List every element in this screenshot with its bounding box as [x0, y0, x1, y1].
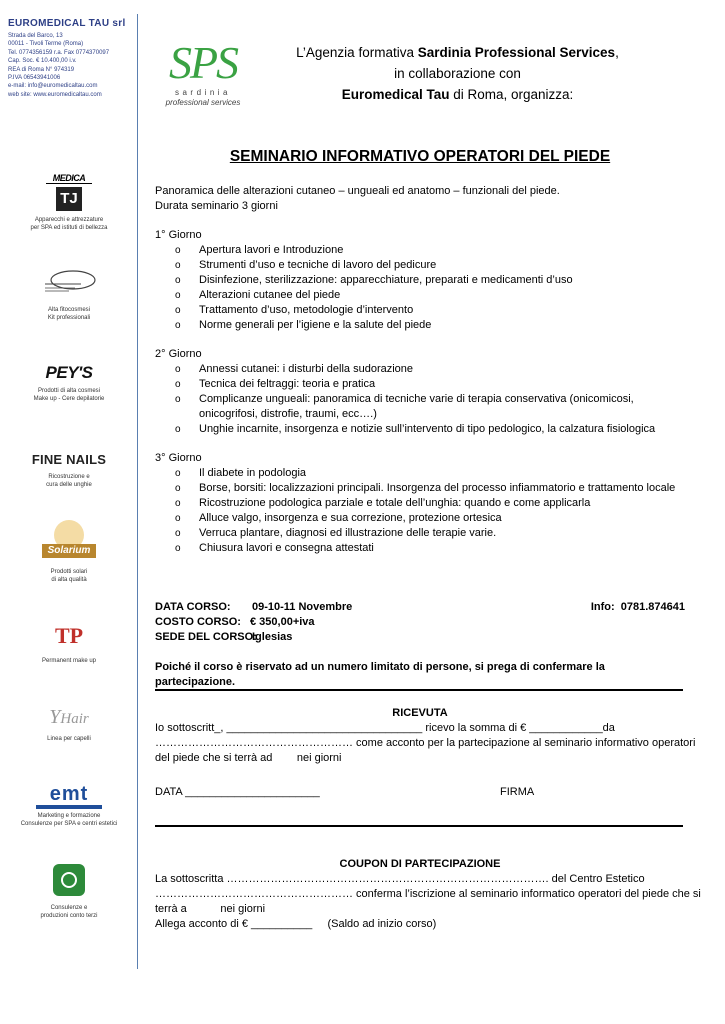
hair-logo: YHair: [49, 706, 89, 728]
brand-caption: Ricostruzione e cura delle unghie: [46, 474, 92, 488]
sps-logo-line1: sardinia: [174, 88, 231, 97]
day-3: [155, 451, 685, 556]
list-item: o Alluce valgo, insorgenza e sua correzione, protezione ortesica: [155, 511, 685, 526]
info-contact: Info: 0781.874641: [590, 601, 685, 613]
coupon-line: Allega acconto di € __________ (Saldo ad inizio corso): [155, 918, 437, 930]
data-corso-label: DATA CORSO:: [155, 601, 231, 613]
peys-logo: PEY'S: [45, 363, 93, 382]
header-line1: L’Agenzia formativa Sardinia Professional Services,: [296, 45, 619, 60]
ricevuta-title: RICEVUTA: [392, 707, 448, 719]
fitocosmesi-logo: [41, 268, 97, 298]
brand-peys: [0, 362, 138, 403]
emt-logo: emt: [36, 784, 102, 809]
day-label: 2° Giorno: [155, 348, 202, 360]
brand-caption: Alta fitocosmesi Kit professionali: [47, 307, 91, 321]
list-item: o Apertura lavori e Introduzione: [155, 243, 685, 258]
medica-logo-text: MEDICA: [46, 173, 92, 184]
sidebar-divider: [137, 14, 138, 969]
brand-medica: [0, 168, 138, 232]
company-line: P.IVA 06543941006: [8, 75, 61, 82]
ricevuta-line: Io sottoscritt_, ________________________________ ricevo la somma di € ____________da: [155, 722, 615, 734]
coupon-section: [155, 857, 701, 932]
coupon-line: ……………………………………………… conferma l’iscrizione al seminario informatico operatori del piede che si: [155, 888, 701, 900]
brand-caption: Consulenze e produzioni conto terzi: [40, 905, 98, 919]
day-label: 1° Giorno: [155, 229, 202, 241]
fine-nails-logo: FINE NAILS: [31, 452, 107, 467]
intro: Panoramica delle alterazioni cutaneo – ungueali ed anatomo – funzionali del piede. Durata seminario 3 giorni: [155, 185, 560, 212]
medica-logo: MEDICA TJ: [46, 173, 92, 213]
brand-caption: Apparecchi e attrezzature per SPA ed istituti di bellezza: [30, 217, 108, 231]
sidebar: [0, 0, 138, 1024]
firma-field[interactable]: FIRMA: [500, 786, 535, 798]
list-item: o Strumenti d’uso e tecniche di lavoro del pedicure: [155, 258, 685, 273]
coupon-title: COUPON DI PARTECIPAZIONE: [339, 858, 501, 870]
sede-label: SEDE DEL CORSO:: [155, 631, 257, 643]
header: [250, 42, 665, 105]
header-line2: in collaborazione con: [394, 66, 521, 81]
day-1: [155, 228, 685, 333]
brand-tp: [0, 618, 138, 665]
list-item: o Trattamento d’uso, metodologie d’intervento: [155, 303, 685, 318]
list-item: o Complicanze ungueali: panoramica di tecniche varie di terapia conservativa (onicomicosi, onicogrifosi, distrofie, traumi, ecc….): [155, 392, 685, 422]
list-item: o Tecnica dei feltraggi: teoria e pratica: [155, 377, 685, 392]
list-item: o Il diabete in podologia: [155, 466, 685, 481]
day-2: [155, 347, 685, 437]
list-item: o Alterazioni cutanee del piede: [155, 288, 685, 303]
solarium-logo: Solarium: [42, 520, 96, 560]
company-line: REA di Roma N° 974319: [8, 66, 75, 73]
data-corso-value: 09-10-11 Novembre: [252, 601, 353, 613]
day-items: [155, 362, 685, 437]
divider: [155, 825, 683, 827]
brand-caption: Prodotti solari di alta qualità: [50, 569, 88, 583]
costo-label: COSTO CORSO:: [155, 616, 241, 628]
costo-value: € 350,00+iva: [250, 616, 315, 628]
course-info: [155, 600, 685, 690]
ricevuta-line: ……………………………………………… come acconto per la partecipazione al seminario informativo operatori: [155, 737, 696, 749]
company-line: Strada del Barco, 13: [8, 33, 63, 39]
list-item: o Unghie incarnite, insorgenza e notizie sull’intervento di tipo pedologico, la calzatura fisiologica: [155, 422, 685, 437]
brand-caption: Prodotti di alta cosmesi Make up - Cere depilatorie: [33, 388, 105, 402]
company-line: Tel. 0774356159 r.a. Fax 0774370097: [8, 49, 110, 56]
day-items: [155, 466, 685, 556]
coupon-line: terrà a nei giorni: [155, 903, 266, 915]
divider: [155, 689, 683, 691]
notice: Poiché il corso è riservato ad un numero limitato di persone, si prega di confermare la partecipazione.: [155, 661, 605, 688]
list-item: o Ricostruzione podologica parziale e totale dell’unghia: quando e come applicarla: [155, 496, 685, 511]
consulenze-logo: [53, 864, 85, 896]
company-line: Cap. Soc. € 10.400,00 i.v.: [8, 58, 77, 65]
list-item: o Disinfezione, sterilizzazione: apparecchiature, preparati e medicamenti d’uso: [155, 273, 685, 288]
sps-logo-letters: SPS: [168, 37, 238, 88]
header-line3: Euromedical Tau di Roma, organizza:: [341, 87, 574, 102]
tp-logo: TP: [54, 623, 84, 648]
brand-fine-nails: [0, 450, 138, 489]
brand-consulenze: [0, 864, 138, 920]
coupon-line: La sottoscritta ……………………………………………………………………………. del Centro Estetico: [155, 873, 645, 885]
brand-caption: Permanent make up: [41, 658, 97, 664]
brand-hair: [0, 704, 138, 743]
ricevuta-section: [155, 706, 696, 800]
brand-emt: [0, 784, 138, 828]
day-items: [155, 243, 685, 333]
brand-caption: Linea per capelli: [47, 736, 91, 742]
ricevuta-line: del piede che si terrà ad nei giorni: [155, 752, 342, 764]
list-item: o Verruca plantare, diagnosi ed illustrazione delle terapie varie.: [155, 526, 685, 541]
list-item: o Annessi cutanei: i disturbi della sudorazione: [155, 362, 685, 377]
sps-logo: [158, 38, 248, 113]
day-label: 3° Giorno: [155, 452, 202, 464]
page-title: SEMINARIO INFORMATIVO OPERATORI DEL PIEDE: [229, 148, 611, 165]
company-line: web site: www.euromedicaltau.com: [8, 91, 102, 98]
list-item: o Chiusura lavori e consegna attestati: [155, 541, 685, 556]
company-line: 00011 - Tivoli Terme (Roma): [8, 41, 84, 48]
brand-fitocosmesi: [0, 268, 138, 322]
company-name: EUROMEDICAL TAU srl: [8, 18, 126, 29]
company-line: e-mail: info@euromedicaltau.com: [8, 83, 98, 90]
company-info: [8, 18, 136, 99]
list-item: o Borse, borsiti: localizzazioni principali. Insorgenza del processo infiammatorio e trattamento locale: [155, 481, 685, 496]
list-item: o Norme generali per l’igiene e la salute del piede: [155, 318, 685, 333]
sps-logo-line2: professional services: [165, 98, 241, 107]
sede-value: Iglesias: [252, 631, 293, 643]
brand-caption: Marketing e formazione Consulenze per SPA e centri estetici: [20, 813, 118, 827]
data-field[interactable]: DATA ______________________: [155, 786, 320, 798]
brand-solarium: [0, 520, 138, 584]
